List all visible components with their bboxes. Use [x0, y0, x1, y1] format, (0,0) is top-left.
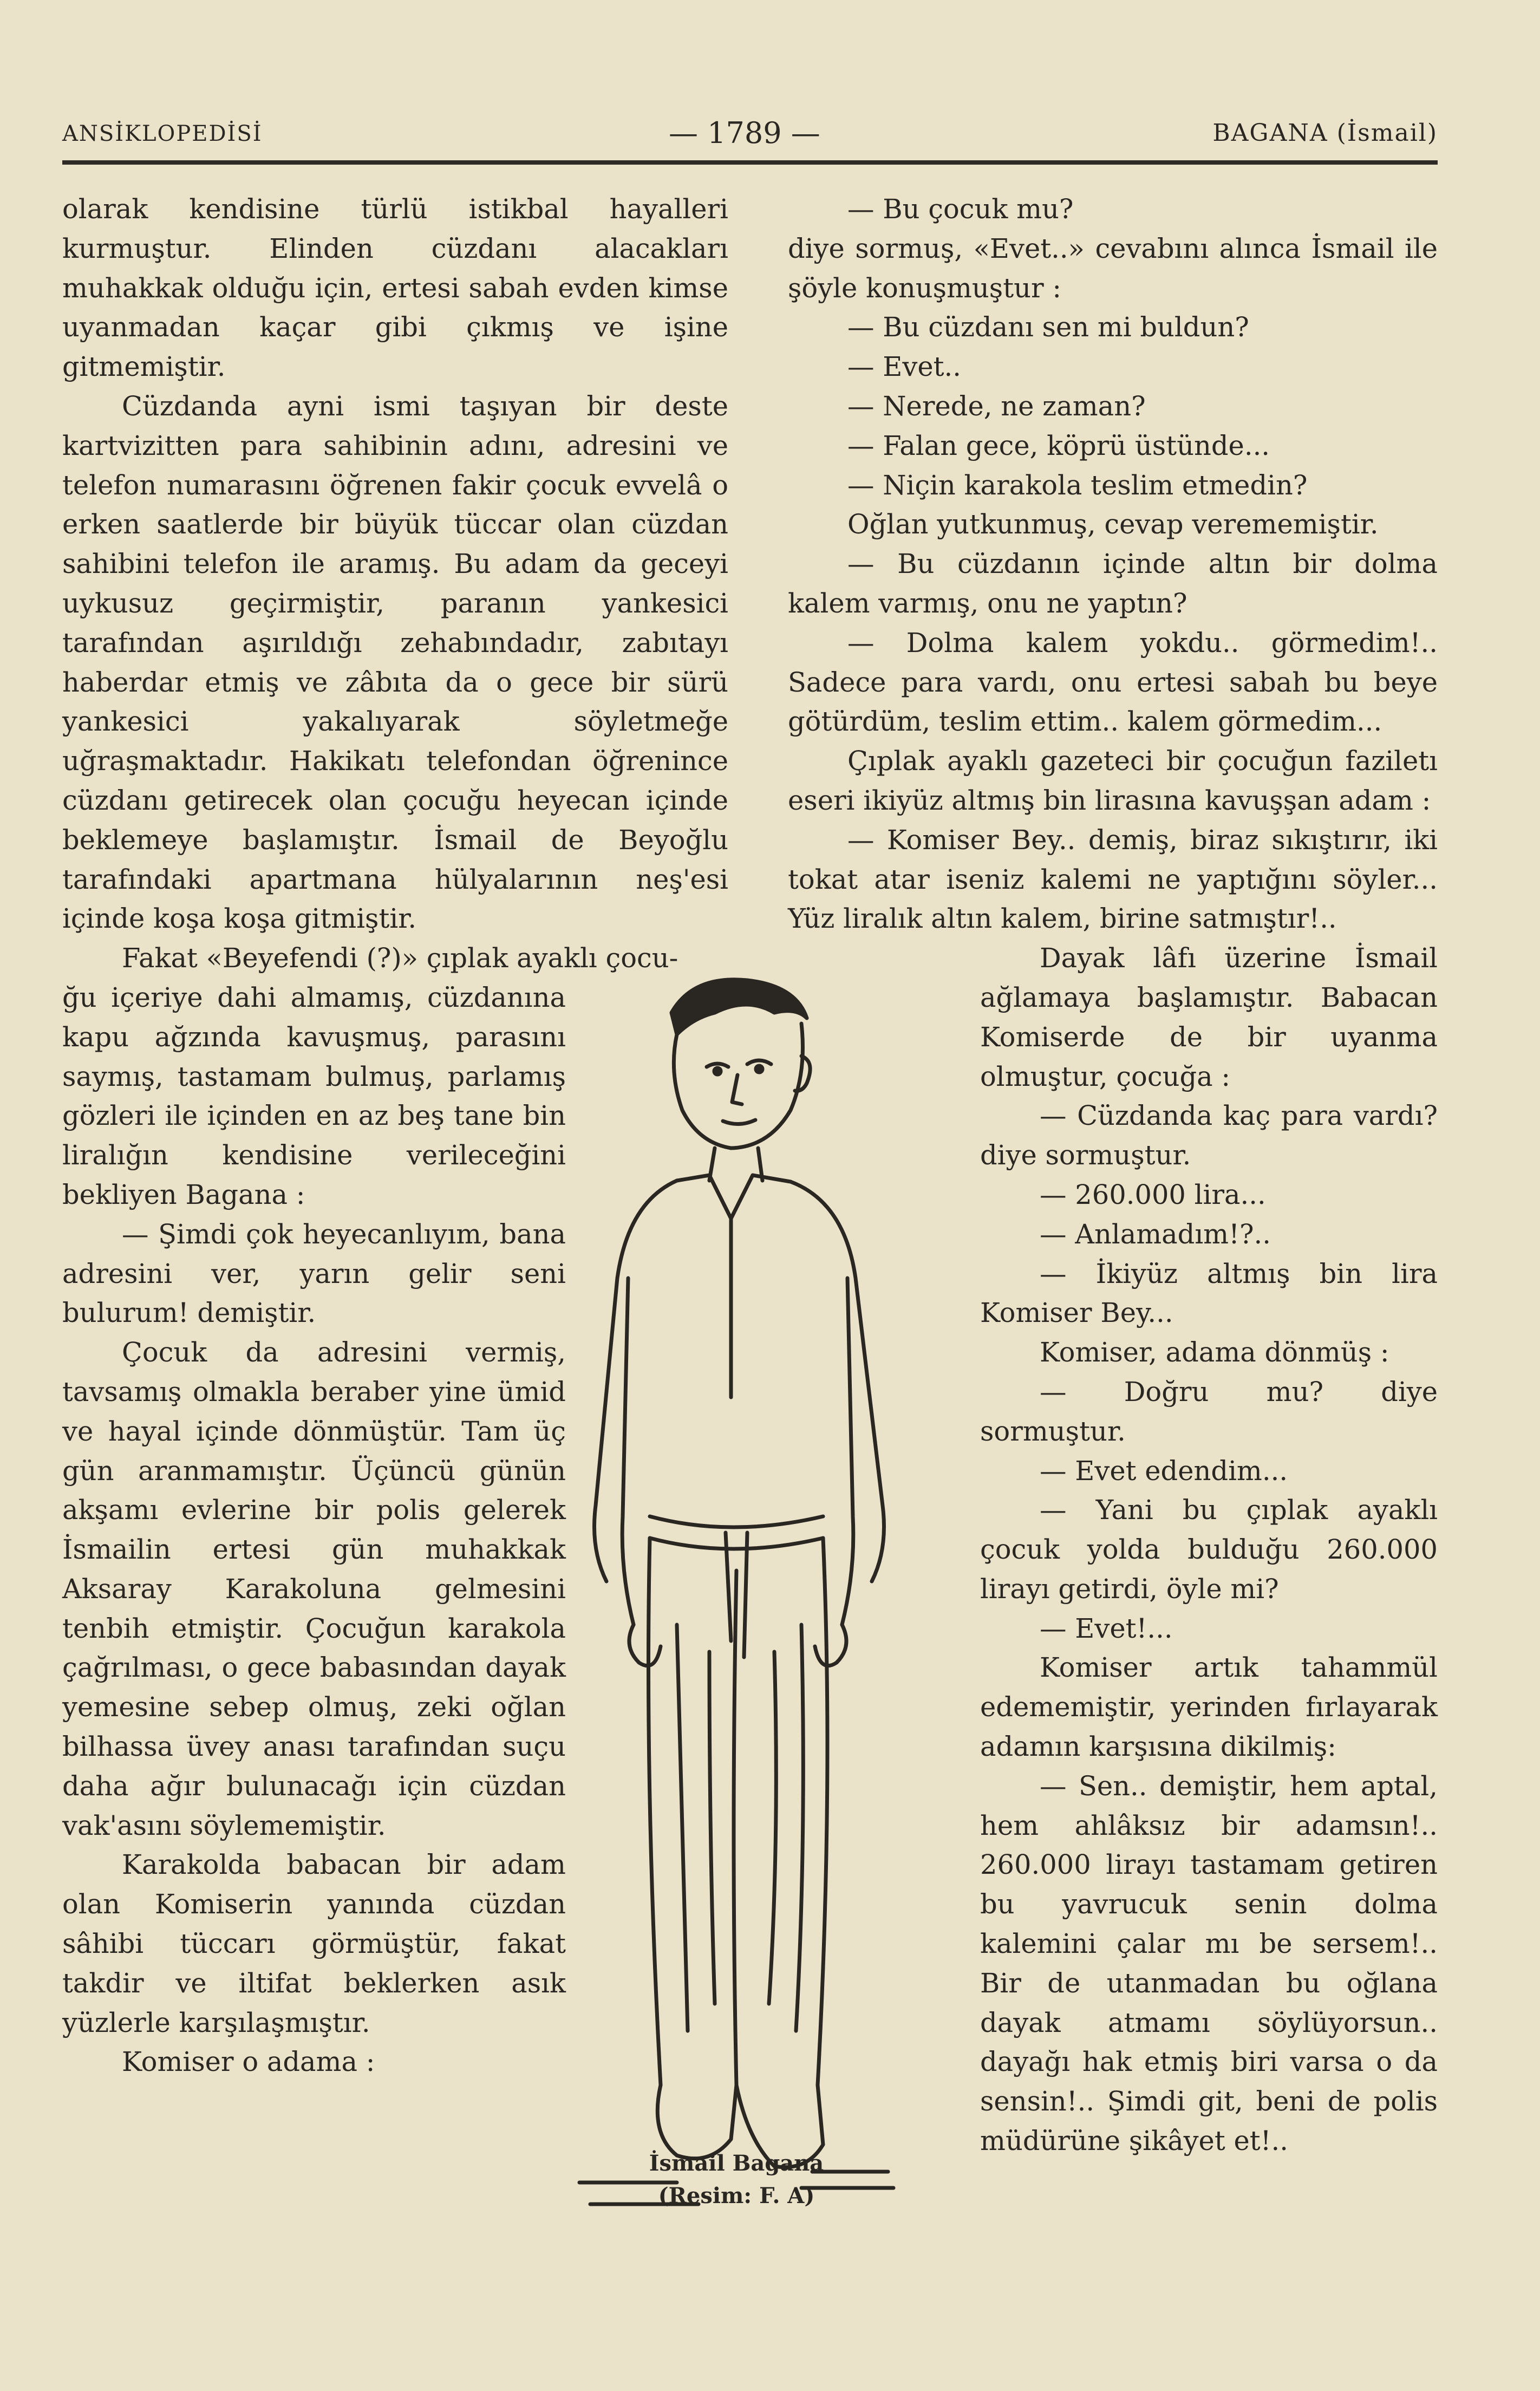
entry-title: BAGANA (İsmail)	[1212, 119, 1438, 147]
dialogue-line: — Evet!...	[1040, 1612, 1173, 1644]
boy-drawing-icon	[569, 975, 904, 2215]
paragraph: Dayak lâfı üzerine İsmail ağlamaya başlamıştır. Babacan Komiserde de bir uyanma olmuştur, çocuğa :	[980, 942, 1438, 1092]
paragraph: Komiser o adama :	[122, 2046, 375, 2078]
dialogue-line: — Evet edendim...	[1040, 1455, 1288, 1487]
dialogue-line: — Cüzdanda kaç para vardı? diye sormuştur.	[980, 1100, 1438, 1171]
dialogue-line: — Komiser Bey.. demiş, biraz sıkıştırır, iki tokat atar iseniz kalemi ne yaptığını söyler... Yüz liralık altın kalem, birine satmıştır!..	[788, 824, 1438, 935]
paragraph: Çıplak ayaklı gazeteci bir çocuğun faziletı eseri ikiyüz altmış bin lirasına kavuşşan adam :	[788, 745, 1438, 816]
page-header	[62, 114, 1438, 162]
dialogue-line: — Bu cüzdanın içinde altın bir dolma kalem varmış, onu ne yaptın?	[788, 548, 1438, 619]
dialogue-line: — Doğru mu? diye sormuştur.	[980, 1376, 1438, 1447]
paragraph: Karakolda babacan bir adam olan Komiserin yanında cüzdan sâhibi tüccarı görmüştür, fakat takdir ve iltifat beklerken asık yüzlerle karşılaşmıştır.	[62, 1849, 566, 2038]
paragraph: Fakat «Beyefendi (?)» çıplak ayaklı çocu-	[122, 942, 678, 974]
dialogue-line: — Niçin karakola teslim etmedin?	[847, 469, 1308, 501]
caption-credit: (Resim: F. A)	[658, 2183, 815, 2208]
paragraph: Çocuk da adresini vermiş, tavsamış olmakla beraber yine ümid ve hayal içinde dönmüştür. Tam üç gün aranmamıştır. Üçüncü günün akşamı evlerine bir polis gelerek İsmailin ertesi gün muhakkak Aksaray Karakoluna gelmesini tenbih etmiştir. Çocuğun karakola çağrılması, o gece babasından dayak yemesine sebep olmuş, zeki oğlan bilhassa üvey anası tarafından suçu daha ağır bulunacağı için cüzdan vak'asını söylememiştir.	[62, 1337, 566, 1841]
figure-caption	[569, 2147, 904, 2212]
paragraph: Komiser, adama dönmüş :	[1040, 1337, 1389, 1369]
header-rule	[62, 160, 1438, 165]
dialogue-line: — Nerede, ne zaman?	[847, 390, 1146, 422]
dialogue-line: — Bu çocuk mu?	[847, 193, 1074, 225]
paragraph: Oğlan yutkunmuş, cevap verememiştir.	[847, 509, 1379, 540]
caption-name: İsmail Bagana	[649, 2151, 824, 2176]
paragraph: ğu içeriye dahi almamış, cüzdanına kapu ağzında kavuşmuş, parasını saymış, tastamam bulmuş, parlamış gözleri ile içinden en az beş tane bin liralığın kendisine verileceğini bekliyen Bagana :	[62, 981, 566, 1210]
dialogue-line: — Anlamadım!?..	[1040, 1218, 1271, 1250]
paragraph: Komiser artık tahammül edememiştir, yerinden fırlayarak adamın karşısına dikilmiş:	[980, 1652, 1438, 1763]
dialogue-line: — İkiyüz altmış bin lira Komiser Bey...	[980, 1258, 1438, 1329]
dialogue-line: — Falan gece, köprü üstünde...	[847, 429, 1270, 461]
dialogue-line: — 260.000 lira...	[1040, 1178, 1266, 1210]
paragraph: diye sormuş, «Evet..» cevabını alınca İsmail ile şöyle konuşmuştur :	[788, 232, 1438, 304]
dialogue-line: — Bu cüzdanı sen mi buldun?	[847, 311, 1249, 343]
encyclopedia-label: ANSİKLOPEDİSİ	[62, 121, 263, 146]
dialogue-line: — Dolma kalem yokdu.. görmedim!.. Sadece para vardı, onu ertesi sabah bu beye götürdüm, teslim ettim.. kalem görmedim...	[788, 627, 1438, 738]
dialogue-line: — Yani bu çıplak ayaklı çocuk yolda bulduğu 260.000 lirayı getirdi, öyle mi?	[980, 1494, 1438, 1605]
paragraph: — Şimdi çok heyecanlıyım, bana adresini ver, yarın gelir seni bulurum! demiştir.	[62, 1218, 566, 1329]
paragraph: olarak kendisine türlü istikbal hayalleri kurmuştur. Elinden cüzdanı alacakları muhakkak olduğu için, ertesi sabah evden kimse uyanmadan kaçar gibi çıkmış ve işine gitmemiştir.	[62, 193, 728, 383]
page-number: — 1789 —	[669, 116, 820, 150]
paragraph: Cüzdanda ayni ismi taşıyan bir deste kartvizitten para sahibinin adını, adresini ve telefon numarasını öğrenen fakir çocuk evvelâ o erken saatlerde bir büyük tüccar olan cüzdan sahibini telefon ile aramış. Bu adam da geceyi uykusuz geçirmiştir, paranın yankesici tarafından aşırıldığı zehabındadır, zabıtayı haberdar etmiş ve zâbıta da o gece bir sürü yankesici yakalıyarak söyletmeğe uğraşmaktadır. Hakikatı telefondan öğrenince cüzdanı getirecek olan çocuğu heyecan içinde beklemeye başlamıştır. İsmail de Beyoğlu tarafındaki apartmana hülyalarının neş'esi içinde koşa koşa gitmiştir.	[62, 390, 728, 935]
dialogue-line: — Sen.. demiştir, hem aptal, hem ahlâksız bir adamsın!.. 260.000 lirayı tastamam getiren bu yavrucuk senin dolma kalemini çalar mı be sersem!.. Bir de utanmadan bu oğlana dayak atmamı söylüyorsun.. dayağı hak etmiş biri varsa o da sensin!.. Şimdi git, beni de polis müdürüne şikâyet et!..	[980, 1770, 1438, 2157]
dialogue-line: — Evet..	[847, 351, 961, 383]
